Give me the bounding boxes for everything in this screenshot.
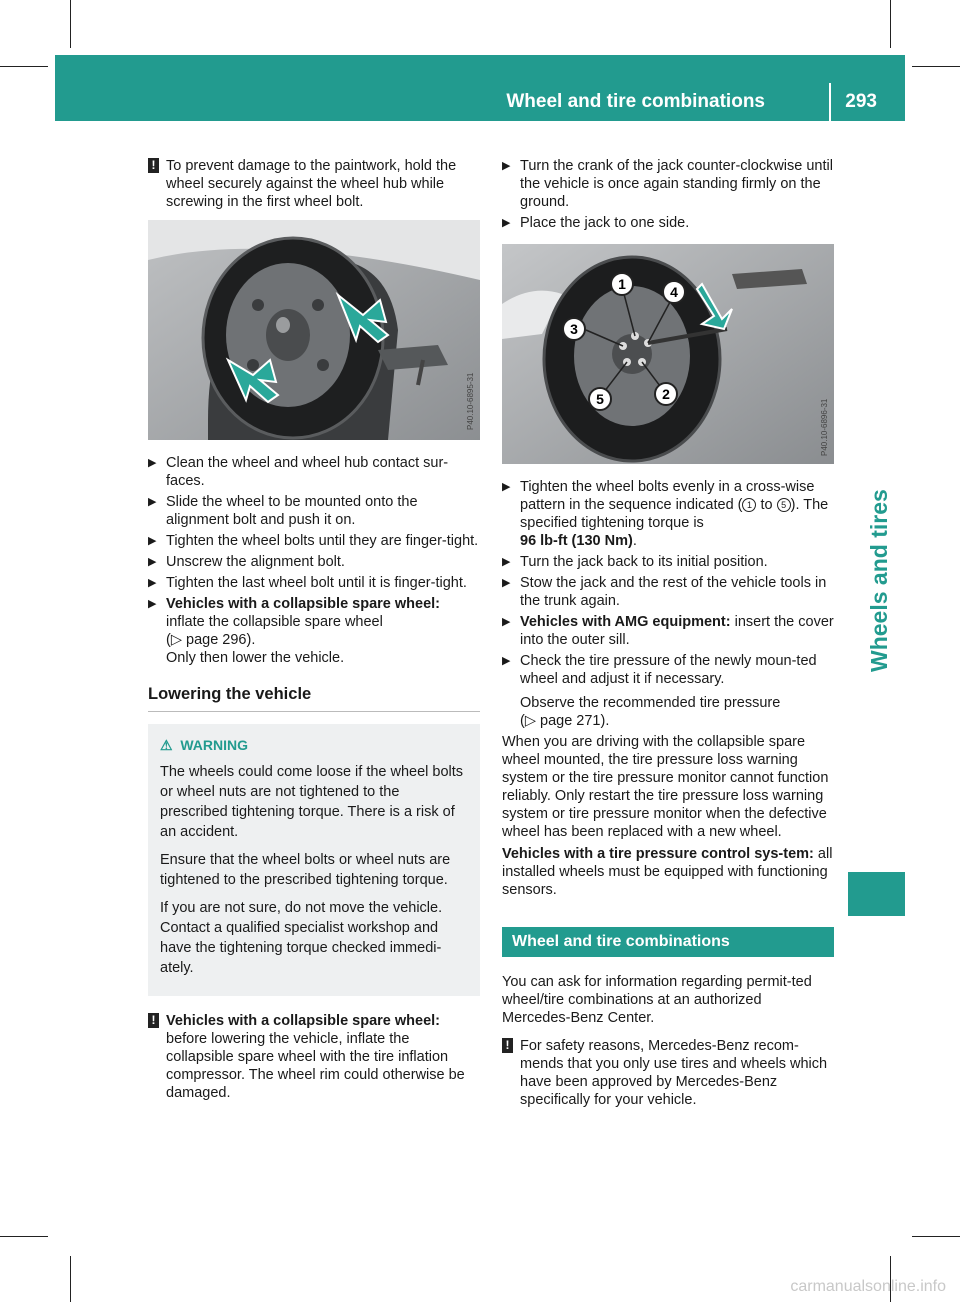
wheel-mount-illustration: [148, 220, 480, 440]
step-arrow-icon: ▶: [502, 481, 511, 493]
step-arrow-icon: ▶: [148, 535, 157, 547]
list-item: ▶ Place the jack to one side.: [502, 215, 690, 231]
figure-wheel-mount: [148, 220, 480, 440]
list-item: ▶ Vehicles with a collapsible spare wheel: inflate the collapsible spare wheel (▷ page 296). Only then lower the vehicle.: [148, 596, 440, 666]
step-arrow-icon: ▶: [502, 556, 511, 568]
warning-icon: ⚠: [160, 737, 173, 753]
step-arrow-icon: ▶: [148, 556, 157, 568]
list-item: ▶ Check the tire pressure of the newly moun-ted wheel and adjust it if necessary. Observe the recommended tire pressure (▷ page 271).: [502, 653, 817, 729]
step-arrow-icon: ▶: [148, 457, 157, 469]
header-separator: [829, 83, 831, 121]
callout-ref-5: 5: [777, 498, 791, 512]
figure-code: P40.10-6895-31: [466, 372, 475, 430]
step-arrow-icon: ▶: [148, 598, 157, 610]
callout-2: [655, 383, 677, 405]
svg-text:4: 4: [670, 284, 678, 300]
watermark: carmanualsonline.info: [790, 1278, 946, 1295]
svg-text:5: 5: [596, 391, 604, 407]
header-bar: [55, 55, 905, 121]
section-heading: Lowering the vehicle: [148, 685, 312, 703]
list-item: ▶ Tighten the wheel bolts until they are finger-tight.: [148, 533, 479, 549]
step-arrow-icon: ▶: [148, 496, 157, 508]
exclamation-icon: !: [148, 158, 159, 173]
page-reference[interactable]: (▷ page 271).: [520, 713, 610, 729]
figure-bolt-sequence: [502, 244, 834, 464]
step-arrow-icon: ▶: [502, 655, 511, 667]
bolt-sequence-illustration: [502, 244, 834, 464]
list-item: ▶ Turn the crank of the jack counter-clockwise until the vehicle is once again standing firmly on the ground.: [502, 158, 833, 210]
list-item: ▶ Clean the wheel and wheel hub contact sur-faces.: [148, 455, 449, 489]
page-reference[interactable]: (▷ page 296).: [166, 632, 256, 648]
exclamation-icon: !: [502, 1038, 513, 1053]
list-item: ▶ Stow the jack and the rest of the vehicle tools in the trunk again.: [502, 575, 827, 609]
exclamation-icon: !: [148, 1013, 159, 1028]
list-item: ▶ Unscrew the alignment bolt.: [148, 554, 345, 570]
list-item: ▶ Tighten the last wheel bolt until it is finger-tight.: [148, 575, 467, 591]
figure-code: P40.10-6896-31: [820, 398, 829, 456]
svg-text:2: 2: [662, 386, 670, 402]
step-arrow-icon: ▶: [148, 577, 157, 589]
callout-5: [589, 388, 611, 410]
list-item: ▶ Tighten the wheel bolts evenly in a cross-wise pattern in the sequence indicated ( 1 to 5 ). The specified tightening torque is 96 lb-ft (130 Nm).: [502, 479, 829, 549]
step-arrow-icon: ▶: [502, 160, 511, 172]
step-arrow-icon: ▶: [502, 217, 511, 229]
paint-note: ! To prevent damage to the paintwork, hold the wheel securely against the wheel hub while screwing in the first wheel bolt.: [148, 157, 480, 211]
list-item: ▶ Vehicles with AMG equipment: insert the cover into the outer sill.: [502, 614, 834, 648]
safety-note: ! For safety reasons, Mercedes-Benz recom-mends that you only use tires and wheels which have been approved by Mercedes-Benz specifically for your vehicle.: [502, 1037, 834, 1109]
right-column-top: [502, 157, 834, 235]
collapsible-paragraph: When you are driving with the collapsible spare wheel mounted, the tire pressure loss warning system or the tire pressure monitor cannot function reliably. Only restart the tire pressure loss warning system or tire pressure monitor when the defective wheel has been replaced with a new wheel.: [502, 734, 829, 840]
divider: [148, 711, 480, 712]
list-item: ▶ Slide the wheel to be mounted onto the alignment bolt and push it on.: [148, 494, 418, 528]
warning-box: ⚠ WARNING The wheels could come loose if the wheel bolts or wheel nuts are not tightened to the prescribed tightening torque. There is a risk of an accident. Ensure that the wheel bolts or wheel nuts are tightened to the prescribed tightening torque. If you are not sure, do not move the vehicle. Contact a qualified specialist workshop and have the tightening torque checked immedi-ately.: [148, 724, 480, 996]
tpc-paragraph: Vehicles with a tire pressure control sys-tem: all installed wheels must be equipped with functioning sensors.: [502, 846, 833, 898]
callout-4: [663, 281, 685, 303]
side-tab-block: [848, 872, 905, 916]
left-column: [148, 157, 480, 211]
combinations-paragraph: You can ask for information regarding permit-ted wheel/tire combinations at an authorized Mercedes-Benz Center.: [502, 974, 812, 1026]
callout-1: [611, 273, 633, 295]
side-tab-label: Wheels and tires: [866, 489, 892, 672]
callout-3: [563, 318, 585, 340]
collapsible-note: ! Vehicles with a collapsible spare wheel: before lowering the vehicle, inflate the collapsible spare wheel with the tire inflation compressor. The wheel rim could otherwise be damaged.: [148, 1012, 480, 1102]
svg-text:1: 1: [618, 276, 626, 292]
step-arrow-icon: ▶: [502, 616, 511, 628]
page-number: 293: [845, 91, 877, 112]
right-column-main: [502, 478, 834, 1109]
svg-text:3: 3: [570, 321, 578, 337]
warning-title: ⚠ WARNING: [160, 737, 249, 753]
step-arrow-icon: ▶: [502, 577, 511, 589]
left-steps: [148, 454, 480, 1102]
list-item: ▶ Turn the jack back to its initial position.: [502, 554, 768, 570]
header-title: Wheel and tire combinations: [506, 91, 765, 112]
section-title-bar: Wheel and tire combinations: [502, 927, 834, 957]
callout-ref-1: 1: [742, 498, 756, 512]
